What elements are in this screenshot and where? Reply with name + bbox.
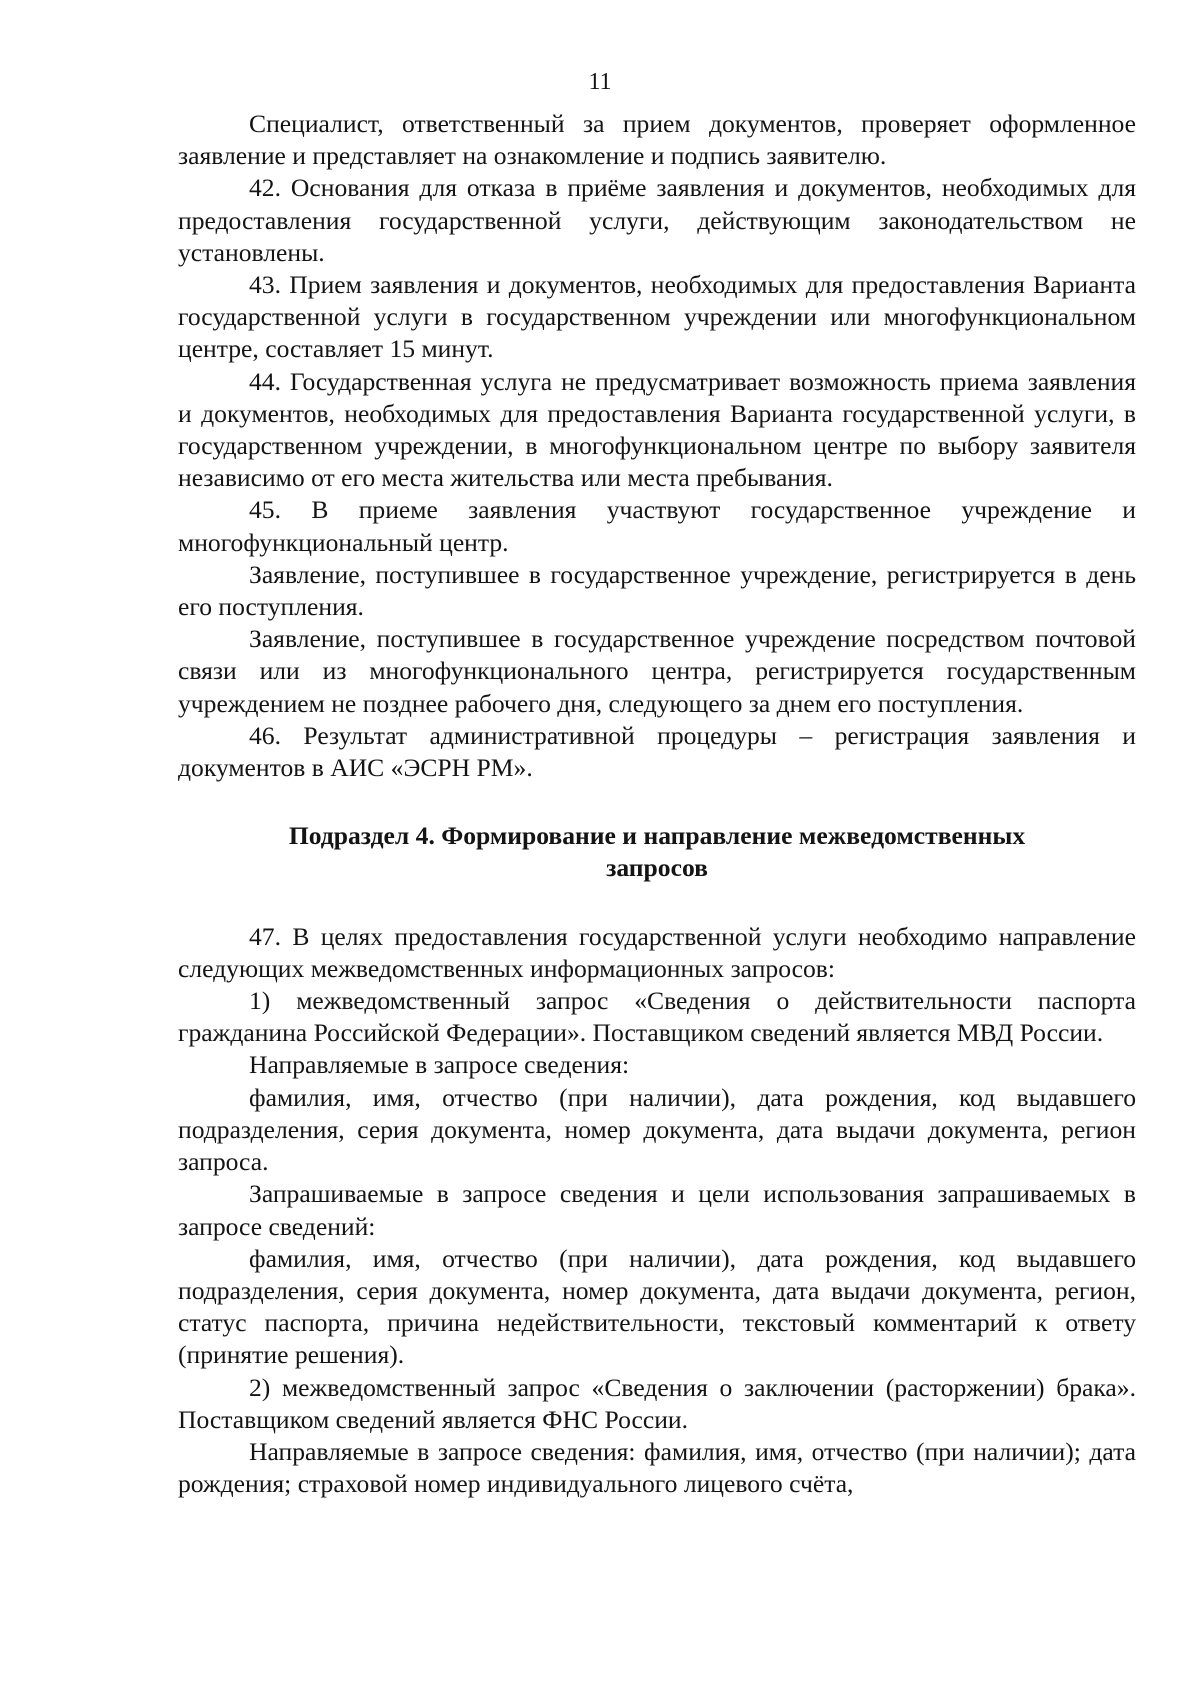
- paragraph-45: 45. В приеме заявления участвуют государственное учреждение и многофункциональный центр.: [178, 495, 1136, 557]
- page-number: 11: [588, 69, 612, 95]
- paragraph-request-1: 1) межведомственный запрос «Сведения о действительности паспорта гражданина Российской Федерации». Поставщиком сведений является МВД России.: [178, 986, 1136, 1048]
- paragraph-requested-data-label: Запрашиваемые в запросе сведения и цели использования запрашиваемых в запросе сведений:: [178, 1179, 1136, 1241]
- paragraph-43: 43. Прием заявления и документов, необходимых для предоставления Варианта государственной услуги в государственном учреждении или многофункциональном центре, составляет 15 минут.: [178, 270, 1136, 364]
- paragraph-request-2: 2) межведомственный запрос «Сведения о заключении (расторжении) брака». Поставщиком сведений является ФНС России.: [178, 1372, 1136, 1434]
- paragraph-42: 42. Основания для отказа в приёме заявления и документов, необходимых для предоставления государственной услуги, действующим законодательством не установлены.: [178, 173, 1136, 267]
- section-heading: [178, 820, 1136, 884]
- section-heading-line-1: Подраздел 4. Формирование и направление межведомственных: [288, 821, 1026, 851]
- section-heading-line-2: запросов: [606, 853, 708, 883]
- paragraph-44: 44. Государственная услуга не предусматривает возможность приема заявления и документов, необходимых для предоставления Варианта государственной услуги, в государственном учреждении, в многофункциональном центре по выбору заявителя независимо от его места жительства или места пребывания.: [178, 366, 1136, 493]
- paragraph-requested-data-list: фамилия, имя, отчество (при наличии), дата рождения, код выдавшего подразделения, серия документа, номер документа, дата выдачи документа, регион, статус паспорта, причина недействительности, текстовый комментарий к ответу (принятие решения).: [178, 1243, 1136, 1370]
- paragraph-sent-data-label: Направляемые в запросе сведения:: [249, 1050, 630, 1080]
- paragraph-specialist-check: Специалист, ответственный за прием документов, проверяет оформленное заявление и представляет на ознакомление и подпись заявителю.: [178, 109, 1136, 171]
- paragraph-request-2-sent-data: Направляемые в запросе сведения: фамилия, имя, отчество (при наличии); дата рождения; страховой номер индивидуального лицевого счёта,: [178, 1436, 1136, 1499]
- paragraph-47: 47. В целях предоставления государственной услуги необходимо направление следующих межведомственных информационных запросов:: [178, 921, 1136, 983]
- document-body: [178, 108, 1136, 1500]
- paragraph-registration-postal: Заявление, поступившее в государственное учреждение посредством почтовой связи или из многофункционального центра, регистрируется государственным учреждением не позднее рабочего дня, следующего за днем его поступления.: [178, 624, 1136, 718]
- paragraph-sent-data-list: фамилия, имя, отчество (при наличии), дата рождения, код выдавшего подразделения, серия документа, номер документа, дата выдачи документа, регион запроса.: [178, 1082, 1136, 1177]
- paragraph-46: 46. Результат административной процедуры – регистрация заявления и документов в АИС «ЭСРН РМ».: [178, 720, 1136, 783]
- paragraph-registration-day: Заявление, поступившее в государственное учреждение, регистрируется в день его поступления.: [178, 559, 1136, 622]
